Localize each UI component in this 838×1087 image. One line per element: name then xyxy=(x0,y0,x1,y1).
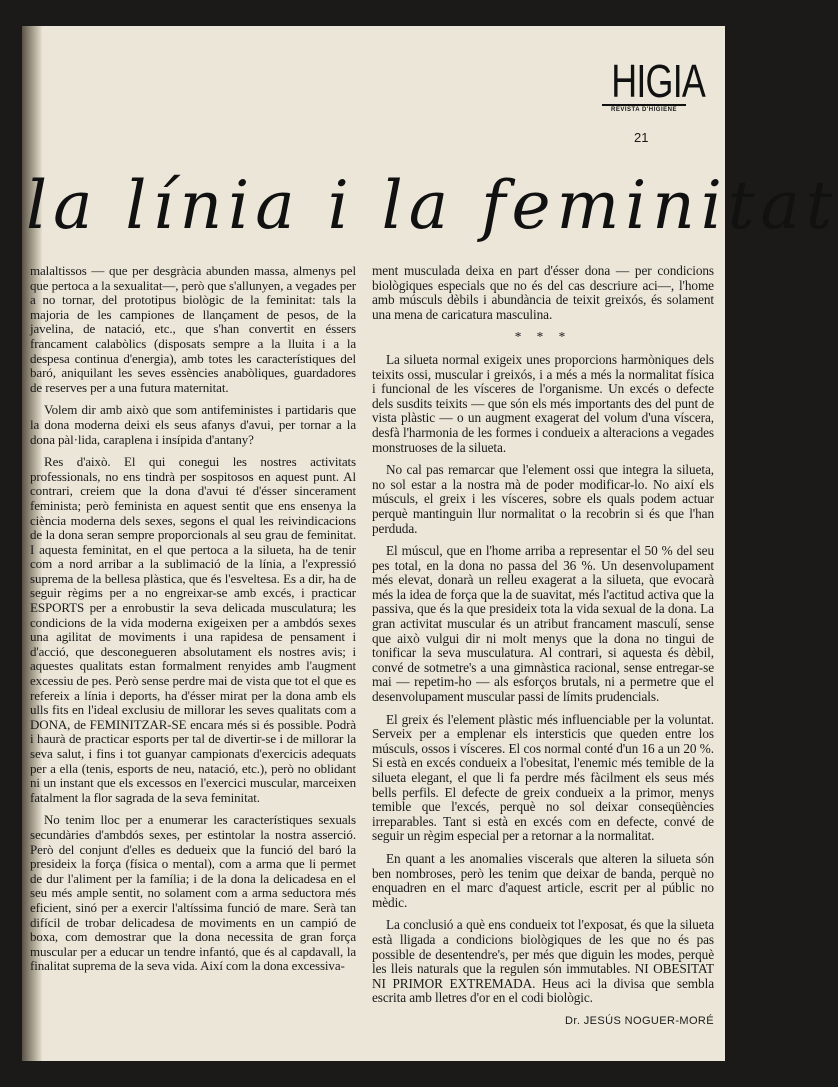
body-paragraph: Res d'això. El qui conegui les nostres activitats professionals, no ens tindrà per sospitosos en aquest punt. Al contrari, creiem que la dona d'avui té d'ésser sincerament feminista; però feminista en aquest sentit que ens ensenya la ciència moderna dels sexes, segons el qual les reivindicacions de la dona seran sempre proporcionals al seu grau de feminitat. I aquesta feminitat, en el que pertoca a la silueta, ha de tenir com a nord arribar a la sublimació de la línia, a l'expressió suprema de la bellesa plàstica, que és l'esveltesa. Es a dir, ha de seguir règims per a no engreixar-se amb excés, i practicar ESPORTS per a enrobustir la seva delicada musculatura; les condicions de la vida moderna exigeixen per a ambdós sexes una agilitat de moviments i una rapidesa de pensament i d'acció, que desconegueren absolutament els nostres avis; i aquestes qualitats estan formalment renyides amb l'augment excessiu de pes. Però sense perdre mai de vista que tot el que es refereix a línia i deports, ha d'ésser mirat per la dona amb els ulls fits en l'ideal exclusiu de millorar les seves qualitats com a DONA, de FEMINITZAR-SE encara més si és possible. Podrà i haurà de practicar esports per tal de divertir-se i de millorar la seva salut, i fins i tot guanyar campionats d'exercicis adequats per a ella (tenis, esports de neu, natació, etc.), però no oblidant ni un instant que els excessos en l'exercici muscular, marceixen fatalment la flor sagrada de la seva feminitat. xyxy=(30,454,356,805)
page-number: 21 xyxy=(634,130,649,145)
body-paragraph: No tenim lloc per a enumerar les característiques sexuals secundàries d'ambdós sexes, per estintolar la nostra asserció. Però del conjunt d'elles es dedueix que la funció del baró la presideix la força (física o mental), com a arma que li permet de dur l'aliment per la família; i de la dona la delicadesa en el seu més ample sentit, no solament com a arma seductora més eficient, sinó per a exercir l'altíssima funció de mare. Serà tan difícil de trobar delicadesa de moviments en un campió de boxa, com demostrar que la dona necessita de gran força muscular per a educar un tendre infantó, que és al capdavall, la finalitat suprema de la seva vida. Així com la dona excessiva- xyxy=(30,812,356,974)
body-paragraph: Volem dir amb això que som antifeministes i partidaris que la dona moderna deixi els seus afanys d'avui, per tornar a la dona pàl·lida, caraplena i insípida d'antany? xyxy=(30,402,356,447)
article-column-left xyxy=(30,264,356,982)
body-paragraph: La silueta normal exigeix unes proporcions harmòniques dels teixits ossi, muscular i greixós, i a més a més la normalitat física i funcional de les vísceres de l'organisme. Un excés o defecte dels susdits teixits — que són els més importants des del punt de vista plàstic — o un augment exagerat del volum d'una víscera, desfà l'harmonia de les formes i condueix a alteracions a vegades monstruoses de la silueta. xyxy=(372,351,714,455)
author-signature: Dr. JESÚS NOGUER-MORÉ xyxy=(565,1014,714,1027)
magazine-page xyxy=(22,26,838,1061)
higia-logo xyxy=(602,55,706,113)
logo-wordmark: HIGIA xyxy=(611,55,706,107)
section-separator: * * * xyxy=(514,329,572,345)
body-paragraph: No cal pas remarcar que l'element ossi que integra la silueta, no sol estar a la nostra mà de poder modificar-lo. No així els músculs, el greix i les vísceres, sobre els quals podem actuar perquè mantinguin llur normalitat o la recobrin si és que l'han perduda. xyxy=(372,462,714,536)
body-paragraph: El múscul, que en l'home arriba a representar el 50 % del seu pes total, en la dona no passa del 36 %. Un desenvolupament més elevat, donarà un relleu exagerat a la silueta, que evocarà més la idea de força que la de suavitat, més l'actitud activa que la passiva, que és la que presideix tota la vida sexual de la dona. La gran activitat muscular és un atribut francament masculí, sense que això vulgui dir ni molt menys que la dona no tingui de tonificar la seva musculatura. Al contrari, si aquesta és dèbil, convé de sotmetre's a una gimnàstica racional, sense entregar-se mai — repetim-ho — als esforços brutals, ni a permetre que el desenvolupament muscular passi de límits prudencials. xyxy=(372,543,714,705)
article-title: la línia i la feminitat xyxy=(26,167,838,244)
logo-subtitle: REVISTA D'HIGIENE xyxy=(602,104,686,113)
article-column-right xyxy=(372,264,714,1037)
body-paragraph: La conclusió a què ens condueix tot l'exposat, és que la silueta està lligada a condicions biològiques de les que no és pas possible de desentendre's, per més que diguin les modes, perquè les lleis naturals que la regulen són immutables. NI OBESITAT NI PRIMOR EXTREMADA. Heus aci la divisa que sembla escrita amb lletres d'or en el codi biològic. xyxy=(372,917,714,1006)
body-paragraph: El greix és l'element plàstic més influenciable per la voluntat. Serveix per a emplenar els intersticis que queden entre los músculs, ossos i vísceres. El cos normal conté d'un 16 a un 20 %. Si està en excés condueix a l'obesitat, l'enemic més temible de la silueta elegant, el que li fa perdre més fàcilment els seus més bells perfils. El defecte de greix condueix a la primor, menys temible que l'excés, perquè no sol deixar conseqüències irreparables. Tant si està en excés com en defecte, convé de seguir un règim especial per a retornar a la normalitat. xyxy=(372,711,714,844)
continued-paragraph: malaltissos — que per desgràcia abunden massa, almenys pel que pertoca a la sexualitat—, però que s'allunyen, a vegades per a no tornar, del prototipus biològic de la feminitat: tals la majoria de les campiones de llançament de pesos, de la javelina, de natació, etc., que s'han convertit en éssers francament calabòlics (disposats sempre a la lluita i a la despesa continua d'energia), amb totes les característiques del baró, aniquilant les seves essències anabòliques, guardadores de reserves per a una futura maternitat. xyxy=(30,263,356,395)
continued-paragraph: ment musculada deixa en part d'ésser dona — per condicions biològiques especials que no és del cas descriure aci—, l'home amb músculs dèbils i abundància de teixit greixós, és solament una mena de caricatura masculina. xyxy=(372,263,714,322)
body-paragraph: En quant a les anomalies viscerals que alteren la silueta són ben nombroses, però les tenim que deixar de banda, perquè no enquadren en el marc d'aquest article, escrit per al públic no mèdic. xyxy=(372,850,714,910)
